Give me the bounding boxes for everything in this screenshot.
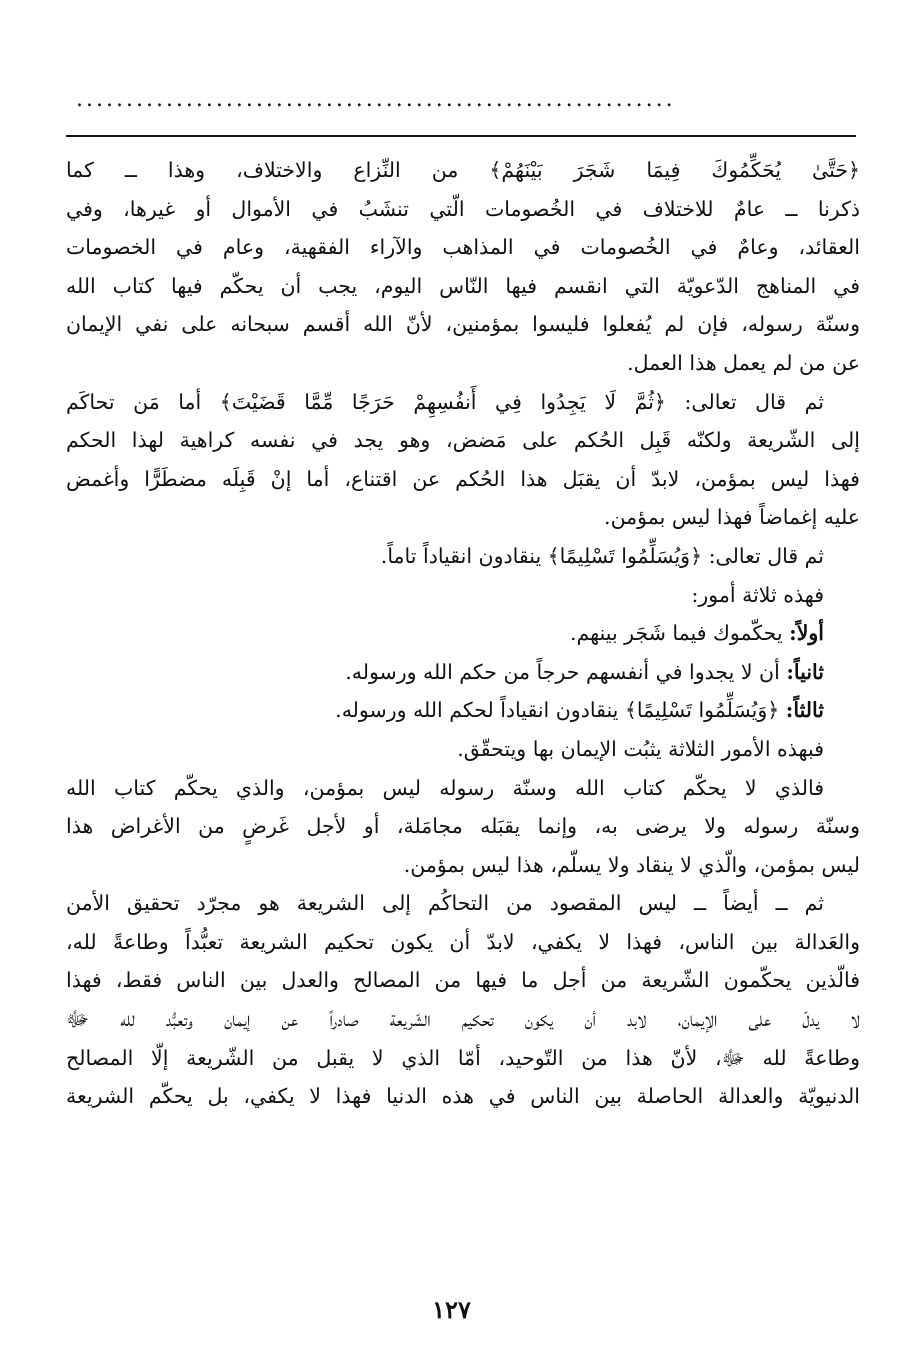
text-line: فالذي لا يحكّم كتاب الله وسنّة رسوله ليس بمؤمن، والذي يحكّم كتاب الله [66,775,824,800]
text-line: عليه إغماضاً فهذا ليس بمؤمن. [604,505,860,530]
header-rule [66,135,856,137]
text-line: لا يدلّ على الإيمان، لابد أن يكون تحكيم الشّريعة صادراً عن إيمان وتعبُّد لله ﷻ [66,1007,860,1032]
header-dotted-line: ............................................................ [76,88,676,112]
text-line: وسنّة رسوله، فإن لم يُفعلوا فليسوا بمؤمنين، لأنّ الله أقسم سبحانه على نفي الإيمان [66,312,860,337]
text-line: العقائد، وعامٌ في الخُصومات في المذاهب والآراء الفقهية، وعام في الخصومات [66,235,860,260]
text-line: فالّذين يحكّمون الشّريعة من أجل ما فيها من المصالح والعدل بين الناس فقط، فهذا [66,968,860,993]
page-number: ١٢٧ [432,1295,471,1324]
list-text: أن لا يجدوا في أنفسهم حرجاً من حكم الله ورسوله. [345,659,787,684]
text-line: وطاعةً لله ﷻ، لأنّ هذا من التّوحيد، أمّا الذي لا يقبل من الشّريعة إلّا المصالح [66,1045,860,1070]
list-item-third [66,691,860,730]
text-line: ﴿حَتَّىٰ يُحَكِّمُوكَ فِيمَا شَجَرَ بَيْنَهُمْ﴾ من النِّزاع والاختلاف، وهذا ــ كما [66,158,860,182]
text-line: فبهذه الأمور الثلاثة يثبُت الإيمان بها ويتحقّق. [457,736,824,761]
text-line: ثم قال تعالى: ﴿وَيُسَلِّمُوا تَسْلِيمًا﴾ ينقادون انقياداً تاماً. [380,543,824,568]
text-line: ثم ــ أيضاً ــ ليس المقصود من التحاكُم إلى الشريعة هو مجرّد تحقيق الأمن [66,891,824,916]
text-line: عن من لم يعمل هذا العمل. [627,350,860,375]
text-line: فهذا ليس بمؤمن، لابدّ أن يقبَل هذا الحُكم عن اقتناع، أما إنْ قَبِلَه مضطَرًّا وأغمض [66,466,860,491]
text-line: والعَدالة بين الناس، فهذا لا يكفي، لابدّ أن يكون تحكيم الشريعة تعبُّداً وطاعةً لله، [66,929,860,954]
list-text: ﴿وَيُسَلِّمُوا تَسْلِيمًا﴾ ينقادون انقياداً لحكم الله ورسوله. [335,698,786,723]
text-line: في المناهج الدّعويّة التي انقسم فيها النّاس اليوم، يجب أن يحكّم فيها كتاب الله [66,273,860,298]
text-line: وسنّة رسوله ولا يرضى به، وإنما يقبَله مجامَلة، أو لأجل غَرضٍ من الأغراض هذا [66,814,860,839]
text-line: ليس بمؤمن، والّذي لا ينقاد ولا يسلّم، هذا ليس بمؤمن. [403,852,860,877]
text-line: إلى الشّريعة ولكنّه قَبِل الحُكم على مَضض، وهو يجد في نفسه كراهية لهذا الحكم [66,428,860,453]
text-line: ثم قال تعالى: ﴿ثُمَّ لَا يَجِدُوا فِي أَنفُسِهِمْ حَرَجًا مِّمَّا قَضَيْتَ﴾ أما مَن تحاكَم [66,389,824,414]
list-label: أولاً: [789,621,824,646]
list-text: يحكّموك فيما شَجَر بينهم. [569,621,790,646]
text-line: ذكرنا ــ عامٌ للاختلاف في الخُصومات الّتي تنشَبُ في الأموال أو غيرها، وفي [66,196,860,221]
body-text [66,151,860,1116]
text-line: فهذه ثلاثة أمور: [691,582,824,607]
text-line: الدنيويّة والعدالة الحاصلة بين الناس في هذه الدنيا فهذا لا يكفي، بل يحكّم الشريعة [66,1084,860,1109]
list-item-first [66,614,860,653]
list-label: ثالثاً: [785,698,824,723]
list-label: ثانياً: [786,659,824,684]
list-item-second [66,653,860,692]
